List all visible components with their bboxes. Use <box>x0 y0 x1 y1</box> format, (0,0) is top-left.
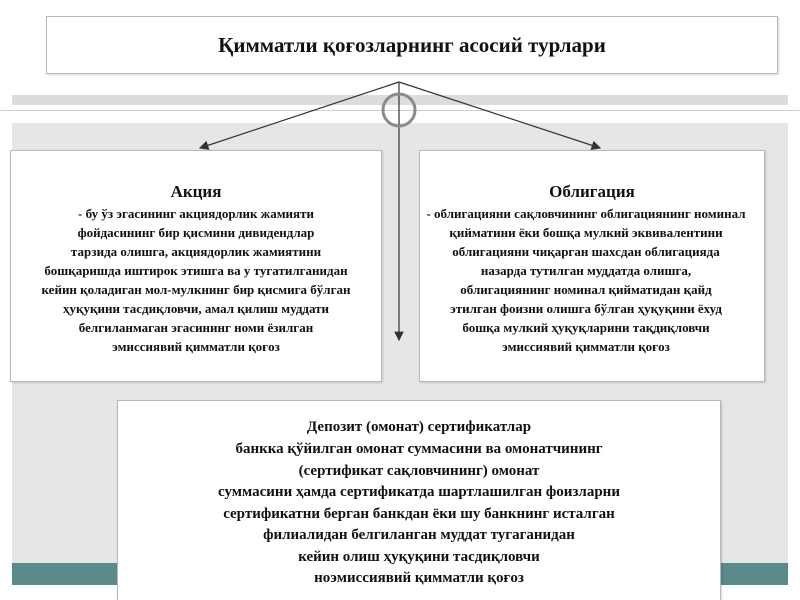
stock-description: - бу ўз эгасининг акциядорлик жамияти фойдасининг бир қисмини дивидендлар тарзида олишга, акциядорлик жамиятини бошқаришда иштирок этишга ва у тугатилганидан кейин қоладиган мол-мулкнинг бир қисмига бўлган ҳуқуқини тасдиқловчи, амал қилиш муддати белгиланмаган эгасининг номи ёзилган эмиссиявий қимматли қоғоз <box>41 206 351 354</box>
stock-box <box>10 150 382 382</box>
connector-to-bond <box>399 82 600 148</box>
bond-description: - облигацияни сақловчининг облигациянинг номинал қийматини ёки бошқа мулкий эквивалентини облигацияни чиқарган шахсдан облигацияда назарда тутилган муддатда олишга, облигациянинг номинал қийматидан қайд этилган фоизни олишга бўлган ҳуқуқини ёхуд бошқа мулкий ҳуқуқларини тақдиқловчи эмиссиявий қимматли қоғоз <box>426 206 746 354</box>
diagram-title: Қимматли қоғозларнинг асосий турлари <box>218 32 606 57</box>
deposit-description: банкка қўйилган омонат суммасини ва омонатчининг (сертификат сақловчининг) омонат суммасини ҳамда сертификатда шартлашилган фоизларни сертификатни берган банкдан ёки шу банкнинг исталган филиалидан белгиланган муддат тугаганидан кейин олиш ҳуқуқини тасдиқловчи ноэмиссиявий қимматли қоғоз <box>218 441 620 586</box>
connector-to-stock <box>200 82 399 148</box>
bond-heading: Облигация <box>549 182 635 201</box>
deposit-box <box>117 400 721 600</box>
bond-box <box>419 150 765 382</box>
deposit-heading: Депозит (омонат) сертификатлар <box>306 419 532 435</box>
stock-heading: Акция <box>170 182 222 201</box>
